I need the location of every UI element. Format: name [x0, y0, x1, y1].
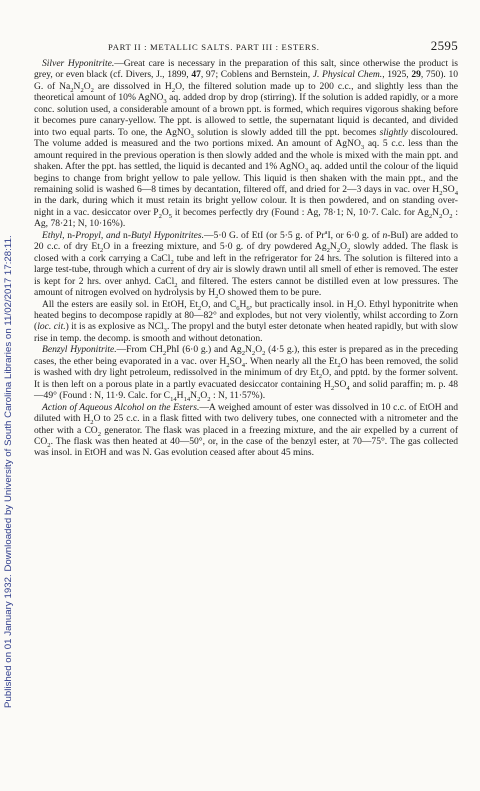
page-number: 2595 — [430, 38, 458, 53]
paragraph-ester-properties: All the esters are easily sol. in EtOH, $Et_2O$, and $C_6H_6$, but practically insol. in $H_2O$. Ethyl hyponitrite when heated begins to decompose rapidly at 80—82° and explodes, but not very violently, whilst according to Zorn (loc. cit.) it is as explosive as NCl$_3$. The propyl and the butyl ester detonate when heated rapidly, but with slow rise in temp. the decomp. is smooth and without detonation. — [34, 298, 458, 344]
download-watermark — [2, 28, 14, 708]
paragraph-benzyl-hyponitrite: Benzyl Hyponitrite.—From $CH_2PhI$ (6·0 g.) and $Ag_2N_2O_2$ (4·5 g.), this ester is prepared as in the preceding cases, the ether being evaporated in a vac. over $H_2SO_4$. When nearly all the $Et_2O$ has been removed, the solid is washed with dry light petroleum, redissolved in the minimum of dry $Et_2O$, and pptd. by the former solvent. It is then left on a porous plate in a partly evacuated desiccator containing $H_2SO_4$ and solid paraffin; m. p. 48—49° (Found : N, 11·9. Calc. for $C_{14}H_{14}N_2O_2$ : N, 11·57%). — [34, 344, 459, 404]
paragraph-alkyl-hyponitrites: Ethyl, n-Propyl, and n-Butyl Hyponitrites.—5·0 G. of EtI (or 5·5 g. of Pr$^a$I, or 6·0 g. of n-BuI) are added to 20 c.c. of dry $Et_2O$ in a freezing mixture, and 5·0 g. of dry powdered $Ag_2N_2O_2$ slowly added. The flask is closed with a cork carrying a CaCl$_2$ tube and left in the refrigerator for 24 hrs. The solution is filtered into a large test-tube, through which a current of dry air is slowly drawn until all smell of ether is removed. The ester is kept for 2 hrs. over anhyd. CaCl$_2$ and filtered. The esters cannot be distilled even at low pressures. The amount of nitrogen evolved on hydrolysis by $H_2O$ showed them to be pure. — [34, 228, 459, 300]
journal-page — [34, 0, 458, 459]
page-header — [34, 0, 458, 58]
paragraph-aqueous-alcohol: Action of Aqueous Alcohol on the Esters.—A weighed amount of ester was dissolved in 10 c.c. of EtOH and diluted with $H_2O$ to 25 c.c. in a flask fitted with two delivery tubes, one connected with a nitrometer and the other with a $CO_2$ generator. The flask was placed in a freezing mixture, and the air expelled by a current of $CO_2$. The flask was then heated at 40—50°, or, in the case of the benzyl ester, at 70—75°. The gas collected was insol. in EtOH and was N. Gas evolution ceased after about 45 mins. — [34, 401, 459, 459]
article-body — [34, 58, 458, 459]
paragraph-silver-hyponitrite: Silver Hyponitrite.—Great care is necessary in the preparation of this salt, since otherwise the product is grey, or even black (cf. Divers, J., 1899, 47, 97; Coblens and Bernstein, J. Physical Chem., 1925, 29, 750). 10 G. of $Na_2N_2O_2$ are dissolved in $H_2O$, the filtered solution made up to 200 c.c., and slightly less than the theoretical amount of 10% AgNO$_3$ aq. added drop by drop (stirring). If the solution is added rapidly, or a more conc. solution used, a considerable amount of a brown ppt. is formed, which requires vigorous shaking before it becomes pure canary-yellow. The ppt. is allowed to settle, the supernatant liquid is decanted, and divided into two equal parts. To one, the AgNO$_3$ solution is slowly added till the ppt. becomes slightly discoloured. The volume added is measured and the two portions mixed. An amount of AgNO$_3$ aq. 5 c.c. less than the amount required in the previous operation is then slowly added and the whole is mixed with the main ppt. and shaken. After the ppt. has settled, the liquid is decanted and 1% AgNO$_3$ aq. added until the colour of the liquid begins to change from bright yellow to pale yellow. This liquid is then shaken with the main ppt., and the remaining solid is washed 6—8 times by decantation, filtered off, and dried for 2—3 days in vac. over $H_2SO_4$ in the dark, during which it must retain its bright yellow colour. It is then powdered, and on standing over-night in a vac. desiccator over $P_2O_5$ it becomes perfectly dry (Found : Ag, 78·1; N, 10·7. Calc. for $Ag_2N_2O_2$ : Ag, 78·21; N, 10·16%). — [34, 58, 459, 230]
running-head: PART II : METALLIC SALTS. PART III : ESTERS. — [108, 42, 320, 52]
download-watermark-text: Published on 01 January 1932. Downloaded by University of South Carolina Libraries on 11/02/2017 17:28:11. — [3, 235, 14, 708]
